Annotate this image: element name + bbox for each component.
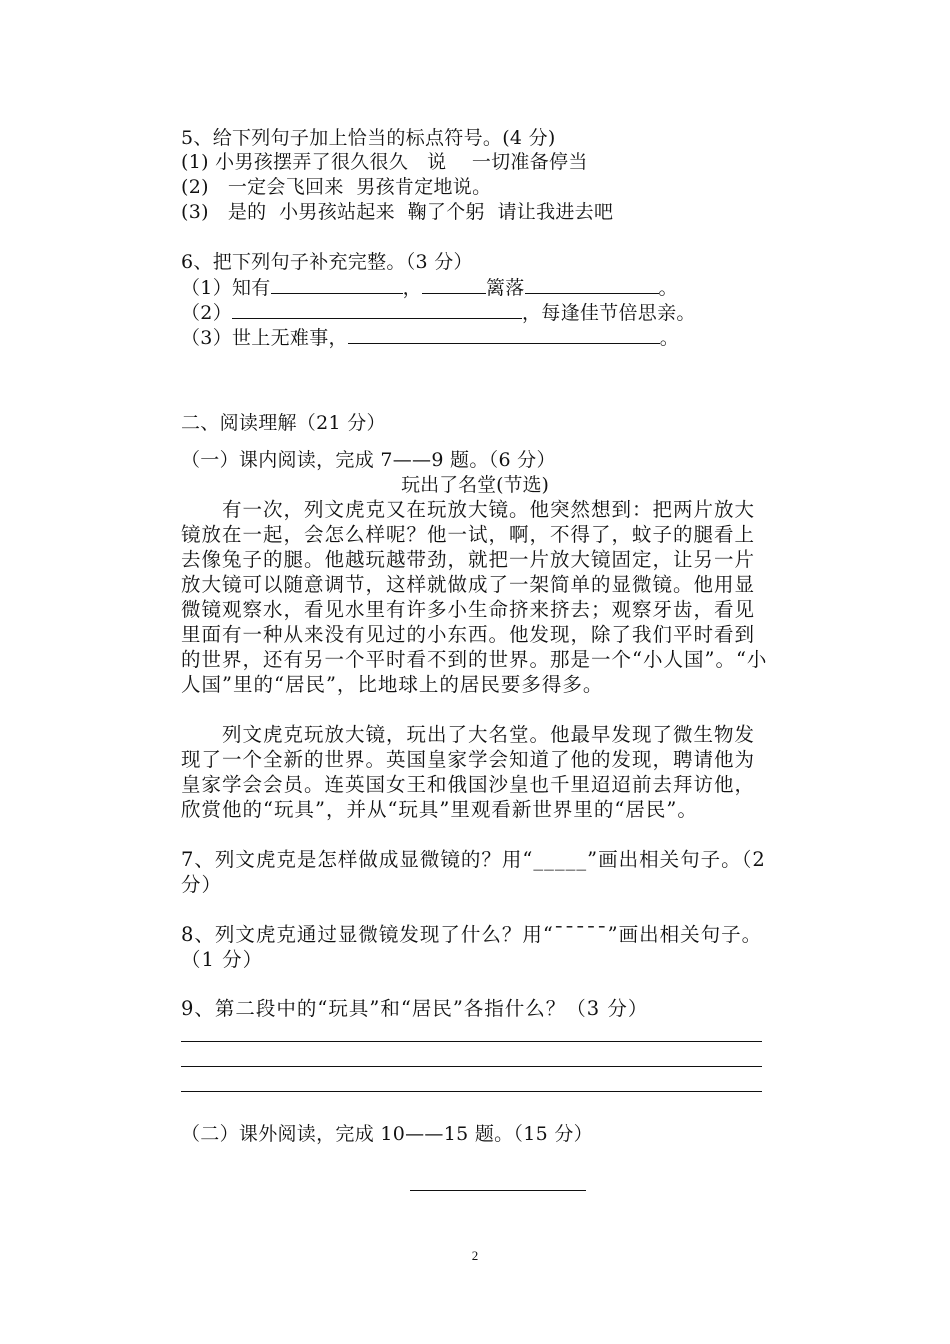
answer-blank[interactable] bbox=[232, 300, 522, 319]
answer-blank[interactable] bbox=[348, 325, 660, 344]
q6-item-2: （2） ，每逢佳节倍思亲。 bbox=[181, 302, 696, 324]
question-8: 8、列文虎克通过显微镜发现了什么？用“ˉˉˉˉˉ”画出相关句子。（1 分） bbox=[181, 923, 763, 971]
question-9: 9、第二段中的“玩具”和“居民”各指什么？（3 分） bbox=[181, 997, 649, 1020]
q6-item-3: （3）世上无难事， 。 bbox=[181, 327, 680, 349]
part2-heading: （二）课外阅读，完成 10——15 题。（15 分） bbox=[181, 1123, 593, 1145]
q5-item-1: (1) 小男孩摆弄了很久很久 说 一切准备停当 bbox=[181, 151, 588, 173]
answer-blank[interactable] bbox=[525, 275, 659, 294]
answer-blank[interactable] bbox=[271, 275, 403, 294]
question-7: 7、列文虎克是怎样做成显微镜的？用“_____”画出相关句子。（2 分） bbox=[181, 848, 766, 896]
answer-line[interactable] bbox=[181, 1041, 762, 1042]
answer-line[interactable] bbox=[181, 1091, 762, 1092]
passage-paragraph-1: 有一次，列文虎克又在玩放大镜。他突然想到：把两片放大镜放在一起，会怎么样呢？他一试，啊，不得了，蚊子的腿看上去像兔子的腿。他越玩越带劲，就把一片放大镜固定，让另一片放大镜可以随意调节，这样就做成了一架简单的显微镜。他用显微镜观察水，看见水里有许多小生命挤来挤去；观察牙齿，看见里面有一种从来没有见过的小东西。他发现，除了我们平时看到的世界，还有另一个平时看不到的世界。那是一个“小人国”。“小人国”里的“居民”，比地球上的居民要多得多。 bbox=[181, 498, 768, 696]
q6-item-1: （1）知有 ， 篱落 。 bbox=[181, 277, 678, 299]
passage-title: 玩出了名堂(节选) bbox=[401, 474, 549, 496]
answer-blank[interactable] bbox=[422, 275, 486, 294]
part1-heading: （一）课内阅读，完成 7——9 题。（6 分） bbox=[181, 449, 556, 471]
q5-title: 5、给下列句子加上恰当的标点符号。(4 分) bbox=[181, 127, 556, 149]
q6-title: 6、把下列句子补充完整。（3 分） bbox=[181, 251, 473, 273]
answer-line[interactable] bbox=[181, 1066, 762, 1067]
section-heading: 二、阅读理解（21 分） bbox=[181, 412, 386, 434]
q5-item-3: (3) 是的 小男孩站起来 鞠了个躬 请让我进去吧 bbox=[181, 201, 614, 223]
passage-paragraph-2: 列文虎克玩放大镜，玩出了大名堂。他最早发现了微生物发现了一个全新的世界。英国皇家学会知道了他的发现，聘请他为皇家学会会员。连英国女王和俄国沙皇也千里迢迢前去拜访他，欣赏他的“玩具”，并从“玩具”里观看新世界里的“居民”。 bbox=[181, 723, 756, 821]
q5-item-2: (2) 一定会飞回来 男孩肯定地说。 bbox=[181, 176, 492, 198]
page-number: 2 bbox=[471, 1248, 479, 1263]
footer-separator bbox=[410, 1190, 586, 1191]
